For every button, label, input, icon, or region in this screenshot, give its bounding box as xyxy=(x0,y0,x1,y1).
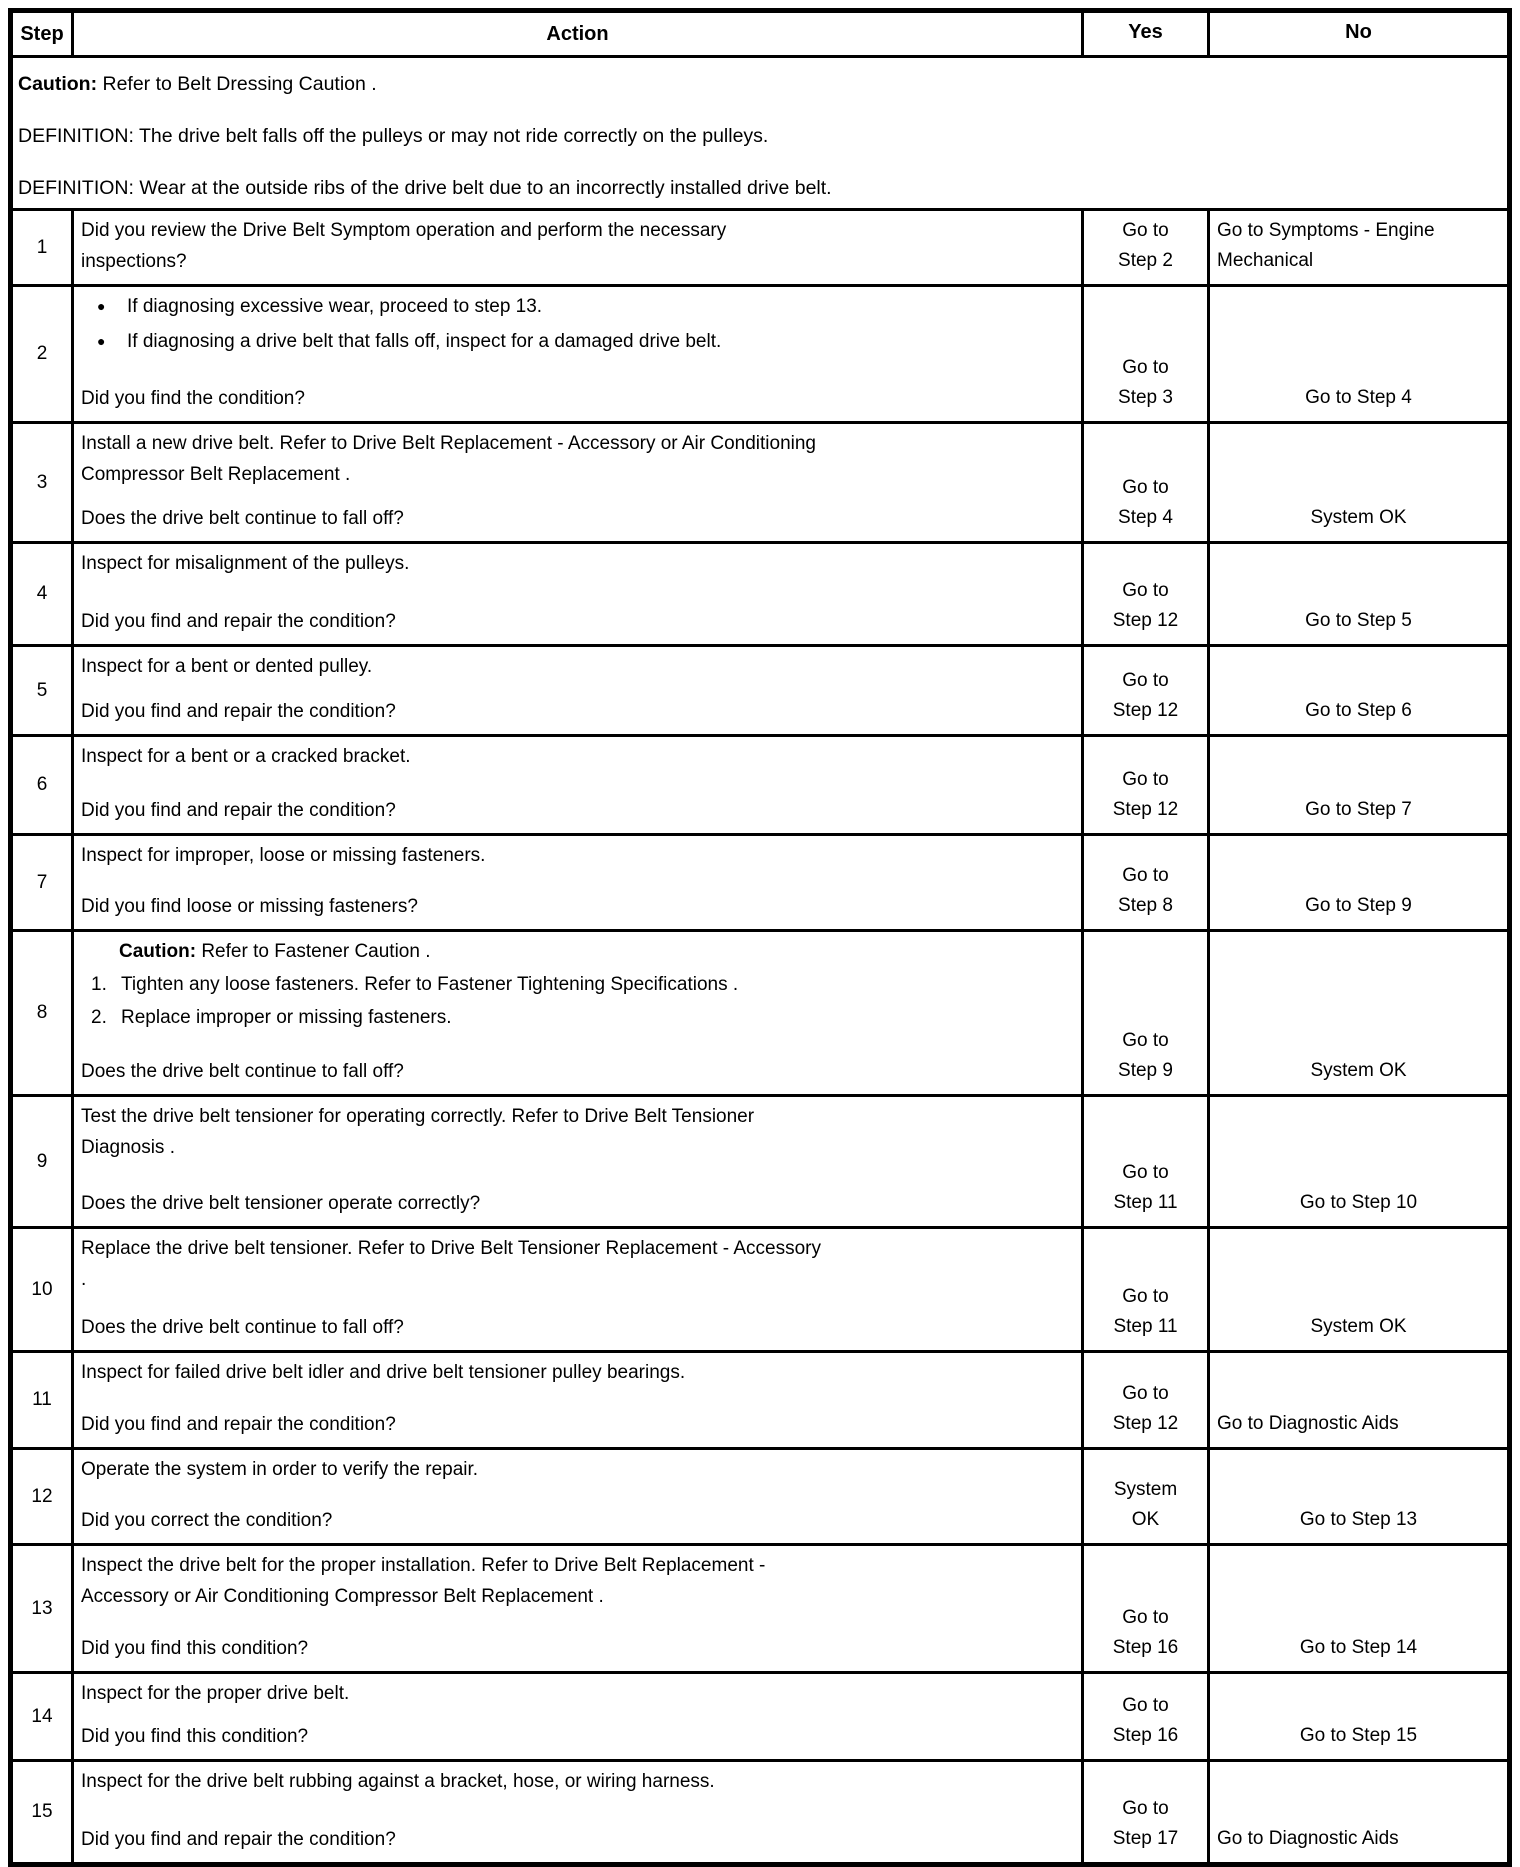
definition-1: DEFINITION: The drive belt falls off the pulleys or may not ride correctly on the pulleys. xyxy=(18,125,769,147)
yes-cell xyxy=(1081,1762,1207,1862)
step-number: 8 xyxy=(36,1002,48,1023)
table-row xyxy=(13,284,1507,421)
yes-text: Step 16 xyxy=(1112,1725,1179,1746)
yes-text: Go to xyxy=(1122,1162,1169,1183)
yes-cell xyxy=(1081,287,1207,421)
action-line: Install a new drive belt. Refer to Drive Belt Replacement - Accessory or Air Conditioning xyxy=(81,433,816,454)
numbered-text: Tighten any loose fasteners. Refer to Fastener Tightening Specifications . xyxy=(121,974,739,995)
yes-text: Step 12 xyxy=(1112,1413,1179,1434)
yes-text: Go to xyxy=(1122,220,1169,241)
action-body xyxy=(81,1766,1073,1797)
no-text: Go to Step 14 xyxy=(1299,1637,1418,1658)
action-body xyxy=(81,215,1073,277)
step-cell xyxy=(13,1229,71,1350)
table-row xyxy=(13,833,1507,929)
action-line: Did you review the Drive Belt Symptom operation and perform the necessary xyxy=(81,220,727,241)
action-cell xyxy=(71,211,1081,284)
yes-text: Step 2 xyxy=(1118,250,1173,271)
yes-text: Step 3 xyxy=(1118,387,1173,408)
table-row xyxy=(13,1226,1507,1350)
yes-text: System xyxy=(1113,1479,1178,1500)
step-cell xyxy=(13,1353,71,1447)
action-body xyxy=(81,291,1073,361)
no-cell xyxy=(1207,287,1507,421)
action-line: Test the drive belt tensioner for operating correctly. Refer to Drive Belt Tensioner xyxy=(81,1106,755,1127)
no-text: System OK xyxy=(1310,1060,1407,1081)
action-cell xyxy=(71,1450,1081,1543)
caution-paragraph xyxy=(18,69,1499,100)
yes-text: Go to xyxy=(1122,357,1169,378)
action-cell xyxy=(71,1229,1081,1350)
yes-text: Go to xyxy=(1122,1607,1169,1628)
definition-2: DEFINITION: Wear at the outside ribs of the drive belt due to an incorrectly installed drive belt. xyxy=(18,177,832,199)
action-line: Inspect for misalignment of the pulleys. xyxy=(81,553,410,574)
action-cell xyxy=(71,647,1081,734)
no-cell xyxy=(1207,836,1507,929)
step-number: 15 xyxy=(31,1801,53,1822)
yes-cell xyxy=(1081,424,1207,541)
caution-text: Refer to Fastener Caution . xyxy=(196,941,431,962)
step-cell xyxy=(13,932,71,1094)
action-cell xyxy=(71,544,1081,644)
number-label: 2. xyxy=(91,1007,107,1028)
header-no xyxy=(1207,13,1507,55)
no-cell xyxy=(1207,1229,1507,1350)
action-line: Accessory or Air Conditioning Compressor Belt Replacement . xyxy=(81,1586,604,1607)
action-question: Did you find loose or missing fasteners? xyxy=(81,896,418,917)
caution-label: Caution: xyxy=(119,941,197,962)
step-cell xyxy=(13,1450,71,1543)
table-row xyxy=(13,1543,1507,1671)
action-line: Inspect for a bent or a cracked bracket. xyxy=(81,746,411,767)
step-cell xyxy=(13,1674,71,1759)
yes-text: Go to xyxy=(1122,1383,1169,1404)
action-cell xyxy=(71,932,1081,1094)
action-question: Did you find and repair the condition? xyxy=(81,611,396,632)
table-header-row xyxy=(13,13,1507,58)
action-cell xyxy=(71,1353,1081,1447)
step-number: 14 xyxy=(31,1705,53,1727)
action-body xyxy=(81,1101,1073,1163)
action-body xyxy=(81,1233,1073,1295)
header-step-label: Step xyxy=(20,22,64,45)
table-row xyxy=(13,1350,1507,1447)
step-cell xyxy=(13,287,71,421)
action-line: Compressor Belt Replacement . xyxy=(81,464,351,485)
action-line: inspections? xyxy=(81,251,187,272)
no-text: Go to Step 4 xyxy=(1305,387,1412,408)
yes-text: Step 16 xyxy=(1112,1637,1179,1658)
yes-cell xyxy=(1081,932,1207,1094)
no-cell xyxy=(1207,932,1507,1094)
header-step xyxy=(13,13,71,55)
yes-text: Step 9 xyxy=(1118,1060,1173,1081)
yes-text: Go to xyxy=(1122,580,1169,601)
numbered-text: Replace improper or missing fasteners. xyxy=(121,1007,452,1028)
yes-cell xyxy=(1081,544,1207,644)
step-cell xyxy=(13,211,71,284)
action-question: Did you find and repair the condition? xyxy=(81,800,396,821)
step-cell xyxy=(13,1762,71,1862)
yes-text: Step 17 xyxy=(1112,1828,1179,1849)
action-question: Does the drive belt continue to fall off? xyxy=(81,508,404,529)
table-row xyxy=(13,208,1507,284)
diagnostic-table xyxy=(8,8,1512,1867)
no-cell xyxy=(1207,424,1507,541)
preamble-row xyxy=(13,58,1507,208)
action-body xyxy=(81,651,1073,682)
yes-cell xyxy=(1081,211,1207,284)
bullet-text: If diagnosing excessive wear, proceed to step 13. xyxy=(127,296,543,317)
table-row xyxy=(13,929,1507,1094)
yes-cell xyxy=(1081,647,1207,734)
action-line: Operate the system in order to verify the repair. xyxy=(81,1459,479,1480)
bullet-icon: ● xyxy=(97,298,106,314)
step-cell xyxy=(13,544,71,644)
yes-cell xyxy=(1081,1674,1207,1759)
action-body xyxy=(81,840,1073,871)
action-cell xyxy=(71,287,1081,421)
no-cell xyxy=(1207,1450,1507,1543)
yes-cell xyxy=(1081,1546,1207,1671)
action-cell xyxy=(71,836,1081,929)
no-text: System OK xyxy=(1310,1316,1407,1337)
step-number: 1 xyxy=(36,236,48,258)
yes-text: Step 8 xyxy=(1118,895,1173,916)
header-yes-label: Yes xyxy=(1128,21,1163,43)
yes-text: Step 11 xyxy=(1113,1192,1178,1213)
no-cell xyxy=(1207,1762,1507,1862)
action-line: Inspect for improper, loose or missing fasteners. xyxy=(81,845,486,866)
action-line: Replace the drive belt tensioner. Refer to Drive Belt Tensioner Replacement - Accessory xyxy=(81,1238,821,1259)
caution-line xyxy=(81,936,1073,967)
number-label: 1. xyxy=(91,974,107,995)
action-question: Did you correct the condition? xyxy=(81,1510,333,1531)
no-cell xyxy=(1207,1353,1507,1447)
no-cell xyxy=(1207,544,1507,644)
action-question: Does the drive belt tensioner operate correctly? xyxy=(81,1193,481,1214)
numbered-item xyxy=(81,1002,1073,1033)
table-row xyxy=(13,1447,1507,1543)
yes-text: Step 12 xyxy=(1112,610,1179,631)
step-number: 3 xyxy=(36,471,48,493)
yes-text: Go to xyxy=(1122,1798,1169,1819)
table-row xyxy=(13,1094,1507,1226)
step-number: 11 xyxy=(32,1389,52,1410)
diagnostic-table-page xyxy=(8,8,1512,1867)
step-number: 13 xyxy=(31,1597,53,1619)
action-cell xyxy=(71,424,1081,541)
action-question: Did you find and repair the condition? xyxy=(81,1829,396,1850)
action-body xyxy=(81,428,1073,490)
caution-text: Refer to Belt Dressing Caution . xyxy=(97,73,377,95)
yes-text: Go to xyxy=(1122,1030,1169,1051)
yes-cell xyxy=(1081,737,1207,833)
step-cell xyxy=(13,1097,71,1226)
yes-text: Step 12 xyxy=(1112,700,1179,721)
step-cell xyxy=(13,424,71,541)
action-body xyxy=(81,1357,1073,1388)
action-line: Inspect for the proper drive belt. xyxy=(81,1683,350,1704)
action-line: Inspect the drive belt for the proper installation. Refer to Drive Belt Replacement - xyxy=(81,1555,766,1576)
numbered-item xyxy=(81,969,1073,1000)
step-number: 7 xyxy=(36,871,48,893)
action-body xyxy=(81,1550,1073,1612)
action-cell xyxy=(71,1674,1081,1759)
header-no-label: No xyxy=(1345,21,1372,43)
yes-cell xyxy=(1081,1229,1207,1350)
no-cell xyxy=(1207,1674,1507,1759)
bullet-item xyxy=(81,326,1073,357)
yes-text: Step 4 xyxy=(1118,507,1173,528)
header-yes xyxy=(1081,13,1207,55)
header-action-label: Action xyxy=(546,22,609,45)
step-number: 4 xyxy=(36,583,48,604)
no-text: Go to Step 15 xyxy=(1299,1725,1418,1746)
step-cell xyxy=(13,737,71,833)
no-text: Go to Step 10 xyxy=(1299,1192,1418,1213)
step-cell xyxy=(13,647,71,734)
yes-cell xyxy=(1081,836,1207,929)
action-cell xyxy=(71,1097,1081,1226)
yes-text: Go to xyxy=(1122,1286,1169,1307)
yes-text: Go to xyxy=(1122,769,1169,790)
action-line: Inspect for the drive belt rubbing against a bracket, hose, or wiring harness. xyxy=(81,1771,715,1792)
action-question: Did you find this condition? xyxy=(81,1638,309,1659)
action-line: Inspect for a bent or dented pulley. xyxy=(81,656,373,677)
step-number: 2 xyxy=(36,343,48,364)
bullet-item xyxy=(81,291,1073,322)
table-row xyxy=(13,421,1507,541)
step-cell xyxy=(13,1546,71,1671)
action-question: Does the drive belt continue to fall off? xyxy=(81,1317,404,1338)
action-line: . xyxy=(81,1269,87,1290)
no-text: Go to Diagnostic Aids xyxy=(1217,1413,1399,1434)
yes-text: Go to xyxy=(1122,477,1169,498)
yes-text: Go to xyxy=(1122,1695,1169,1716)
step-cell xyxy=(13,836,71,929)
step-number: 12 xyxy=(31,1485,53,1507)
table-row xyxy=(13,541,1507,644)
action-body xyxy=(81,1678,1073,1709)
no-cell xyxy=(1207,737,1507,833)
action-body xyxy=(81,936,1073,1035)
no-text: System OK xyxy=(1310,507,1407,528)
action-question: Did you find and repair the condition? xyxy=(81,1414,396,1435)
action-question: Did you find the condition? xyxy=(81,388,305,409)
action-line: Diagnosis . xyxy=(81,1137,175,1158)
no-cell xyxy=(1207,647,1507,734)
bullet-icon: ● xyxy=(97,333,106,349)
step-number: 9 xyxy=(36,1150,48,1172)
caution-label: Caution: xyxy=(18,73,98,95)
action-line: Inspect for failed drive belt idler and drive belt tensioner pulley bearings. xyxy=(81,1362,686,1383)
header-action xyxy=(71,13,1081,55)
no-cell xyxy=(1207,1097,1507,1226)
no-text: Go to Symptoms - Engine Mechanical xyxy=(1217,220,1435,271)
table-row xyxy=(13,644,1507,734)
no-text: Go to Step 9 xyxy=(1305,895,1412,916)
yes-text: Step 12 xyxy=(1112,799,1179,820)
yes-cell xyxy=(1081,1097,1207,1226)
action-body xyxy=(81,548,1073,579)
no-text: Go to Step 7 xyxy=(1305,799,1412,820)
no-text: Go to Diagnostic Aids xyxy=(1217,1828,1399,1849)
no-text: Go to Step 13 xyxy=(1299,1509,1418,1530)
action-question: Did you find and repair the condition? xyxy=(81,701,396,722)
action-question: Did you find this condition? xyxy=(81,1726,309,1747)
yes-text: OK xyxy=(1131,1509,1160,1530)
action-body xyxy=(81,741,1073,772)
no-text: Go to Step 6 xyxy=(1305,700,1412,721)
yes-cell xyxy=(1081,1353,1207,1447)
table-row xyxy=(13,1759,1507,1862)
table-row xyxy=(13,734,1507,833)
action-cell xyxy=(71,737,1081,833)
preamble xyxy=(13,58,1507,208)
no-cell xyxy=(1207,1546,1507,1671)
no-cell xyxy=(1207,211,1507,284)
step-number: 5 xyxy=(36,679,48,701)
action-cell xyxy=(71,1762,1081,1862)
yes-text: Go to xyxy=(1122,670,1169,691)
bullet-text: If diagnosing a drive belt that falls off, inspect for a damaged drive belt. xyxy=(127,331,722,352)
yes-text: Go to xyxy=(1122,865,1169,886)
action-body xyxy=(81,1454,1073,1485)
no-text: Go to Step 5 xyxy=(1305,610,1412,631)
yes-cell xyxy=(1081,1450,1207,1543)
table-row xyxy=(13,1671,1507,1759)
action-question: Does the drive belt continue to fall off? xyxy=(81,1061,404,1082)
step-number: 10 xyxy=(31,1278,53,1300)
step-number: 6 xyxy=(36,774,48,795)
action-cell xyxy=(71,1546,1081,1671)
yes-text: Step 11 xyxy=(1113,1316,1178,1337)
